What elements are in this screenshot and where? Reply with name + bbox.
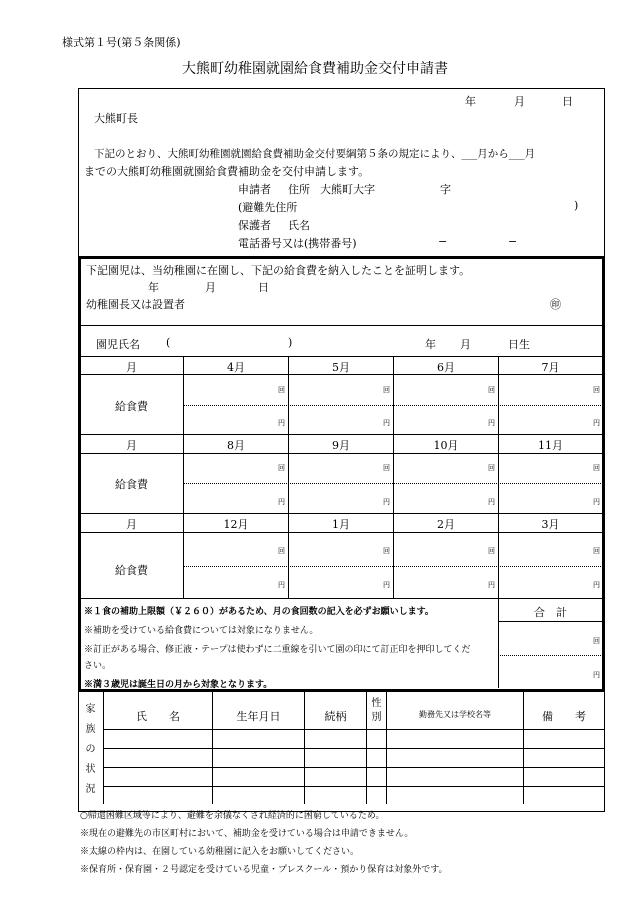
principal-label: 幼稚園長又は設置者 <box>86 298 185 311</box>
child-name-label: 園児氏名 <box>96 338 140 351</box>
month-3: 3月 <box>541 518 560 531</box>
unit-yen: 円 <box>593 419 600 427</box>
unit-yen: 円 <box>593 498 600 506</box>
phone-label: 電話番号又は(携帯番号) <box>238 237 357 250</box>
phone-dash-2: − <box>508 235 518 248</box>
unit-count: 回 <box>488 547 495 555</box>
unit-yen: 円 <box>488 419 495 427</box>
fee-label-1: 給食費 <box>115 400 148 413</box>
fee-label-3: 給食費 <box>115 564 148 577</box>
unit-count: 回 <box>383 386 390 394</box>
month-2: 2月 <box>437 518 455 531</box>
unit-yen: 円 <box>488 498 495 506</box>
month-6: 6月 <box>437 361 455 374</box>
family-header-remarks: 備 考 <box>542 710 586 723</box>
birth-month: 月 <box>460 338 471 351</box>
date-month: 月 <box>514 95 525 108</box>
total-count-unit: 回 <box>593 637 600 645</box>
family-side-label: 家 族 の 状 況 <box>85 704 96 795</box>
family-header-sex: 性別 <box>371 698 382 723</box>
unit-count: 回 <box>593 386 600 394</box>
footer-note-4: ※保育所・保育園・２号認定を受けている児童・プレスクール・預かり保育は対象外です。 <box>80 865 448 875</box>
address-value: 大熊町大字 <box>320 183 375 196</box>
unit-yen: 円 <box>278 419 285 427</box>
unit-yen: 円 <box>278 581 285 589</box>
birth-year: 年 <box>425 338 436 351</box>
cert-year: 年 <box>148 281 159 294</box>
total-label: 合 計 <box>534 606 567 619</box>
child-name-close: ) <box>288 336 293 349</box>
unit-count: 回 <box>383 464 390 472</box>
aza-label: 字 <box>440 183 451 196</box>
unit-count: 回 <box>488 386 495 394</box>
month-12: 12月 <box>223 518 249 531</box>
note-3: ※訂正がある場合、修正液・テープは使わずに二重線を引いて園の印にて訂正印を押印してくだ <box>84 645 471 655</box>
footer-note-3: ※太線の枠内は、在園している幼稚園に記入をお願いしてください。 <box>80 847 360 857</box>
cert-day: 日 <box>258 281 269 294</box>
month-1: 1月 <box>332 518 350 531</box>
certification-text: 下記園児は、当幼稚園に在園し、下記の給食費を納入したことを証明します。 <box>86 264 471 277</box>
guardian-label: 保護者 <box>238 219 271 232</box>
family-header-workplace: 勤務先又は学校名等 <box>419 710 491 719</box>
body-text-2: までの大熊町幼稚園就園給食費補助金を交付申請します。 <box>84 165 370 178</box>
total-yen-unit: 円 <box>593 671 600 679</box>
unit-count: 回 <box>593 547 600 555</box>
form-number: 様式第１号(第５条関係) <box>62 36 181 49</box>
month-label-1: 月 <box>126 361 137 374</box>
unit-count: 回 <box>488 464 495 472</box>
unit-count: 回 <box>278 386 285 394</box>
month-label-2: 月 <box>126 439 137 452</box>
month-9: 9月 <box>332 439 350 452</box>
unit-yen: 円 <box>593 581 600 589</box>
body-text-1: 下記のとおり、大熊町幼稚園就園給食費補助金交付要綱第５条の規定により、___月から___月 <box>94 148 535 160</box>
page-title: 大熊町幼稚園就園給食費補助金交付申請書 <box>182 61 448 77</box>
addressee: 大熊町長 <box>94 112 138 125</box>
child-name-open: ( <box>166 336 171 349</box>
applicant-label: 申請者 <box>238 183 271 196</box>
month-4: 4月 <box>227 361 245 374</box>
family-header-birth: 生年月日 <box>236 710 281 723</box>
note-4: ※満３歳児は誕生日の月から対象となります。 <box>84 680 273 690</box>
note-1: ※１食の補助上限額（￥２６０）があるため、月の食回数の記入を必ずお願いします。 <box>84 607 434 617</box>
evacuation-address-close: ) <box>574 199 579 212</box>
fee-label-2: 給食費 <box>115 478 148 491</box>
address-label: 住所 <box>288 183 310 196</box>
family-header-relation: 続柄 <box>324 710 347 723</box>
footer-note-1: ○帰還困難区域等により、避難を余儀なくされ経済的に困窮しているため。 <box>80 811 385 821</box>
unit-count: 回 <box>593 464 600 472</box>
month-11: 11月 <box>538 439 563 452</box>
unit-yen: 円 <box>383 498 390 506</box>
unit-count: 回 <box>383 547 390 555</box>
unit-count: 回 <box>278 464 285 472</box>
note-3-cont: さい。 <box>84 661 112 671</box>
note-2: ※補助を受けている給食費については対象になりません。 <box>84 626 319 636</box>
month-8: 8月 <box>227 439 245 452</box>
evacuation-address-label: (避難先住所 <box>238 201 298 214</box>
month-label-3: 月 <box>126 518 137 531</box>
month-5: 5月 <box>332 361 350 374</box>
unit-count: 回 <box>278 547 285 555</box>
unit-yen: 円 <box>488 581 495 589</box>
unit-yen: 円 <box>383 419 390 427</box>
date-year: 年 <box>465 95 476 108</box>
family-header-name: 氏 名 <box>136 710 180 723</box>
seal-mark: ㊞ <box>550 298 561 311</box>
month-7: 7月 <box>541 361 560 374</box>
name-label: 氏名 <box>288 219 310 232</box>
unit-yen: 円 <box>383 581 390 589</box>
cert-month: 月 <box>205 281 216 294</box>
date-day: 日 <box>562 95 573 108</box>
month-10: 10月 <box>433 439 459 452</box>
phone-dash-1: − <box>438 235 448 248</box>
unit-yen: 円 <box>278 498 285 506</box>
footer-note-2: ※現在の避難先の市区町村において、補助金を受けている場合は申請できません。 <box>80 829 414 839</box>
birth-day: 日生 <box>508 338 530 351</box>
